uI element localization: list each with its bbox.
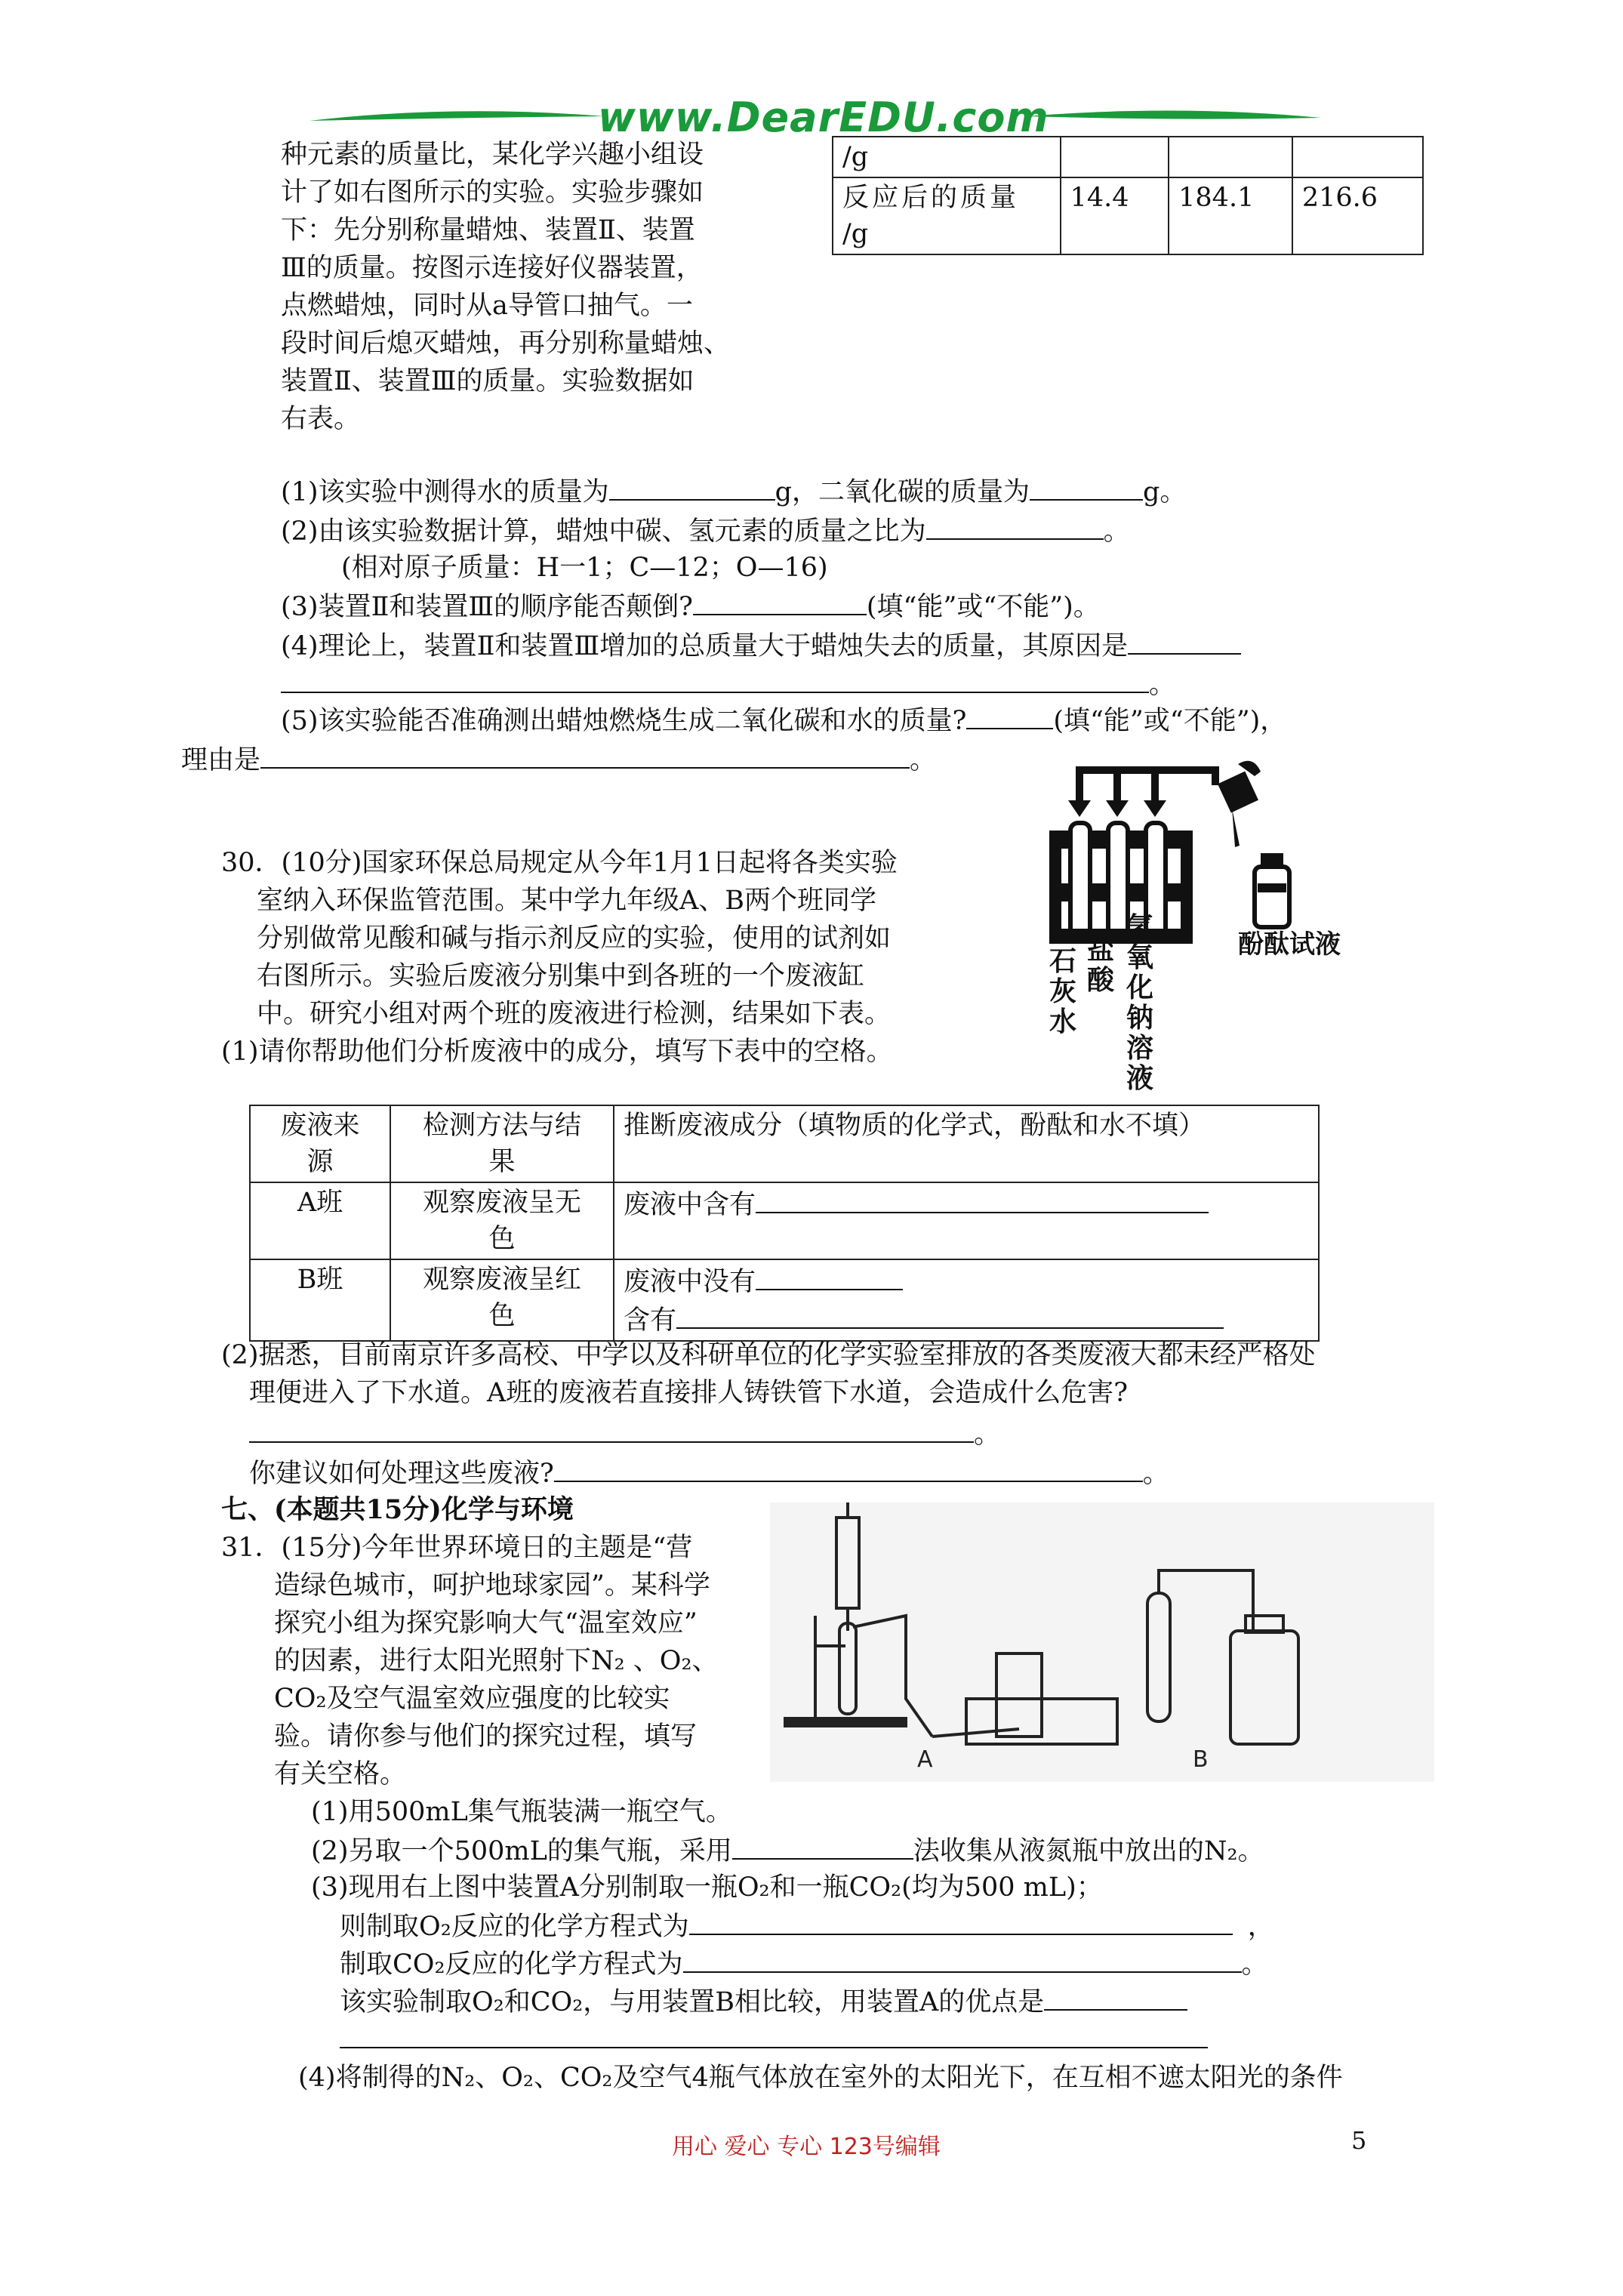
cell-text: 色 (488, 1224, 516, 1254)
intro-line: 下：先分别称量蜡烛、装置Ⅱ、装置 (281, 215, 695, 245)
figure-label-a: A (917, 1746, 933, 1773)
answer-blank[interactable] (249, 1414, 974, 1443)
table-cell (833, 177, 1061, 254)
intro-line: 段时间后熄灭蜡烛，再分别称量蜡烛、 (281, 328, 731, 359)
q30-line: 右图所示。实验后废液分别集中到各班的一个废液缸 (257, 961, 865, 991)
label-limewater: 石灰水 (1049, 946, 1077, 1037)
answer-blank[interactable] (609, 472, 775, 501)
header-text: 废液来 (280, 1111, 360, 1141)
section-7-title: 七、(本题共15分)化学与环境 (221, 1494, 574, 1525)
q30-line: 30．(10分)国家环保总局规定从今年1月1日起将各类实验 (221, 848, 898, 878)
q29-item-5-end: 。 (910, 745, 937, 775)
q29-item-3 (281, 587, 1100, 626)
q31-line: 的因素，进行太阳光照射下N₂ 、O₂、 (274, 1646, 719, 1676)
q29-item-1-text: (1)该实验中测得水的质量为 (281, 477, 609, 507)
table-cell: 216.6 (1292, 177, 1423, 254)
q30-sub-2-line1: (2)据悉，目前南京许多高校、中学以及科研单位的化学实验室排放的各类废液大都未经严格处 (221, 1340, 1316, 1370)
q31-item-3-o2 (340, 1906, 1274, 1946)
answer-blank[interactable] (732, 1831, 913, 1860)
answer-blank[interactable] (281, 664, 1149, 693)
table-cell (614, 1182, 1319, 1259)
q29-item-1-text-b: g，二氧化碳的质量为 (775, 477, 1030, 507)
q31-stem (221, 1529, 719, 1793)
q31-line: 有关空格。 (274, 1759, 407, 1789)
gas-apparatus-figure (770, 1502, 1434, 1782)
flow-arrows (1079, 770, 1215, 800)
q29-atomic-mass-note: (相对原子质量：H一1；C—12；O—16) (341, 553, 828, 583)
q30-sub-1: (1)请你帮助他们分析废液中的成分，填写下表中的空格。 (221, 1037, 893, 1067)
test-tube-rack-icon (1049, 823, 1193, 944)
cell-text: 观察废液呈红 (422, 1265, 581, 1295)
table-row (250, 1105, 1319, 1182)
cell-text: 观察废液呈无 (422, 1188, 581, 1218)
q29-item-5-reason (181, 740, 936, 779)
q29-item-5-text: (5)该实验能否准确测出蜡烛燃烧生成二氧化碳和水的质量? (281, 706, 967, 736)
figure-label-b: B (1193, 1746, 1209, 1773)
table-cell: A班 (250, 1182, 390, 1259)
q29-item-5-hint: (填“能”或“不能”)， (1053, 706, 1287, 736)
q31-adv-text: 该实验制取O₂和CO₂，与用装置B相比较，用装置A的优点是 (340, 1987, 1045, 2017)
q31-item-3-co2 (340, 1944, 1268, 1983)
q30-suggest-end: 。 (1142, 1459, 1169, 1489)
header-text: 检测方法与结 (422, 1111, 581, 1141)
intro-line: 装置Ⅱ、装置Ⅲ的质量。实验数据如 (281, 366, 694, 396)
label-phenolphthalein: 酚酞试液 (1238, 929, 1341, 960)
answer-blank[interactable] (756, 1185, 1209, 1213)
intro-paragraph (281, 136, 730, 438)
q30-sub-2-answer (249, 1414, 1000, 1453)
dropper-icon (1218, 761, 1261, 847)
answer-blank[interactable] (693, 587, 867, 615)
page-number: 5 (1351, 2126, 1367, 2155)
indicator-bottle-icon (1255, 853, 1289, 927)
q29-item-1-text-c: g。 (1143, 477, 1187, 507)
answer-blank[interactable] (756, 1262, 903, 1290)
reagent-figure (1034, 755, 1351, 1095)
cell-text: 色 (488, 1301, 516, 1331)
table-cell (1292, 137, 1423, 177)
q30-line: 分别做常见酸和碱与指示剂反应的实验，使用的试剂如 (257, 923, 892, 954)
q30-line: 中。研究小组对两个班的废液进行检测，结果如下表。 (257, 999, 892, 1029)
table-cell (390, 1259, 614, 1341)
q31-co2-end: 。 (1241, 1949, 1268, 1980)
table-cell: /g (833, 137, 1061, 177)
intro-line: 计了如右图所示的实验。实验步骤如 (281, 177, 704, 208)
answer-blank[interactable] (966, 701, 1053, 729)
answer-blank[interactable] (1030, 472, 1143, 501)
q31-o2-text: 则制取O₂反应的化学方程式为 (340, 1912, 689, 1942)
q31-item-3: (3)现用右上图中装置A分别制取一瓶O₂和一瓶CO₂(均为500 mL)； (311, 1872, 1103, 1903)
table-cell (614, 1259, 1319, 1341)
q31-item-2-text: (2)另取一个500mL的集气瓶，采用 (311, 1836, 732, 1866)
waste-liquid-table (249, 1105, 1320, 1342)
q29-item-4 (281, 626, 1241, 665)
q29-item-3-text: (3)装置Ⅱ和装置Ⅲ的顺序能否颠倒? (281, 592, 693, 622)
header-swoosh-right (1027, 110, 1321, 119)
row-label-a: 反应后的质量 (842, 183, 1020, 213)
table-cell: B班 (250, 1259, 390, 1341)
answer-blank[interactable] (1044, 1982, 1187, 2011)
table-cell (1169, 137, 1292, 177)
cell-text: 废液中含有 (624, 1190, 756, 1220)
q30-sub-2-line2: 理便进入了下水道。A班的废液若直接排人铸铁管下水道，会造成什么危害? (249, 1378, 1129, 1408)
answer-blank[interactable] (926, 511, 1104, 540)
answer-blank[interactable] (676, 1300, 1224, 1329)
header-swoosh-left (310, 111, 604, 121)
table-header-composition (614, 1105, 1319, 1182)
answer-blank[interactable] (683, 1944, 1242, 1973)
cell-text: 废液中没有 (624, 1267, 756, 1297)
q29-item-5-reason-label: 理由是 (181, 745, 261, 775)
answer-blank[interactable] (1128, 626, 1241, 655)
table-header-source (250, 1105, 390, 1182)
q31-item-3-adv-cont (340, 2020, 1208, 2059)
q31-item-2-text-b: 法收集从液氮瓶中放出的N₂。 (913, 1836, 1264, 1866)
q30-sub-2-end: 。 (974, 1419, 1001, 1450)
q30-line: 室纳入环保监管范围。某中学九年级A、B两个班同学 (257, 886, 876, 916)
intro-line: 种元素的质量比，某化学兴趣小组设 (281, 140, 704, 170)
q29-item-3-hint: (填“能”或“不能”)。 (866, 592, 1100, 622)
table-row (250, 1259, 1319, 1341)
q31-line: 探究小组为探究影响大气“温室效应” (274, 1608, 698, 1638)
answer-blank[interactable] (689, 1906, 1233, 1935)
header-logo: www.DearEDU.com (598, 94, 1049, 141)
q31-item-1: (1)用500mL集气瓶装满一瓶空气。 (311, 1797, 732, 1827)
label-hcl: 盐酸 (1087, 935, 1115, 996)
table-row (833, 137, 1423, 177)
table-header-method (390, 1105, 614, 1182)
cell-text: 含有 (624, 1305, 677, 1336)
intro-line: Ⅲ的质量。按图示连接好仪器装置， (281, 253, 703, 283)
q31-item-3-adv (340, 1982, 1187, 2021)
q29-item-4-cont (281, 664, 1175, 704)
header-text: 源 (306, 1147, 334, 1177)
answer-blank[interactable] (260, 740, 910, 769)
intro-line: 点燃蜡烛，同时从a导管口抽气。一 (281, 291, 693, 321)
row-label-b: /g (842, 219, 869, 249)
q29-item-4-end: 。 (1149, 670, 1176, 700)
q31-line: 造绿色城市，呵护地球家园”。某科学 (274, 1570, 710, 1601)
header-text: 推断废液成分（填物质的化学式，酚酞和水不填） (624, 1111, 1206, 1141)
answer-blank[interactable] (340, 2020, 1208, 2048)
q30-stem (221, 844, 898, 1033)
table-cell (390, 1182, 614, 1259)
q31-o2-end: ， (1247, 1912, 1274, 1942)
label-naoh: 氢氧化钠溶液 (1126, 912, 1154, 1094)
q31-line: CO₂及空气温室效应强度的比较实 (274, 1684, 670, 1714)
intro-line: 右表。 (281, 404, 361, 434)
q29-item-2-text: (2)由该实验数据计算，蜡烛中碳、氢元素的质量之比为 (281, 516, 926, 547)
table-cell: 184.1 (1169, 177, 1292, 254)
q31-item-2 (311, 1831, 1264, 1870)
q29-item-4-text: (4)理论上，装置Ⅱ和装置Ⅲ增加的总质量大于蜡烛失去的质量，其原因是 (281, 631, 1129, 661)
footer-text: 用心 爱心 专心 123号编辑 (672, 2134, 941, 2160)
q31-item-4: (4)将制得的N₂、O₂、CO₂及空气4瓶气体放在室外的太阳光下，在互相不遮太阳光的条件 (298, 2063, 1343, 2093)
q31-co2-text: 制取CO₂反应的化学方程式为 (340, 1949, 683, 1980)
table-row (833, 177, 1423, 254)
arrow-heads (1068, 800, 1166, 817)
table-cell: 14.4 (1061, 177, 1169, 254)
q29-item-2-end: 。 (1103, 516, 1130, 547)
q30-sub-2-suggest (249, 1453, 1169, 1493)
mass-data-table (832, 136, 1424, 255)
q29-item-1 (281, 472, 1186, 511)
q29-item-2 (281, 511, 1130, 550)
q31-line: 31．(15分)今年世界环境日的主题是“营 (221, 1533, 693, 1563)
table-row (250, 1182, 1319, 1259)
header-text: 果 (488, 1147, 516, 1177)
answer-blank[interactable] (554, 1453, 1143, 1482)
q31-line: 验。请你参与他们的探究过程，填写 (274, 1721, 698, 1752)
q30-suggest-text: 你建议如何处理这些废液? (249, 1459, 554, 1489)
table-cell (1061, 137, 1169, 177)
q29-item-5 (281, 701, 1286, 740)
